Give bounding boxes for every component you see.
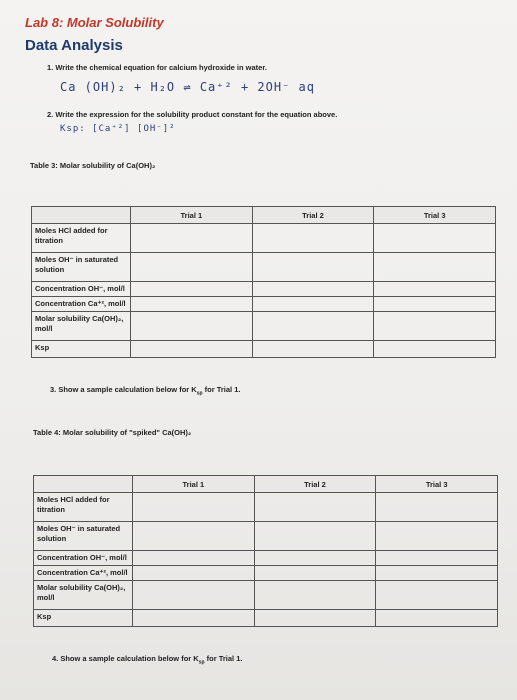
table-cell[interactable]	[131, 282, 253, 297]
table-cell[interactable]	[374, 341, 496, 358]
table-cell[interactable]	[376, 581, 498, 610]
lab-title: Lab 8: Molar Solubility	[25, 15, 164, 30]
question-2-handwritten-answer: Ksp: [Ca⁺²] [OH⁻]²	[60, 124, 176, 134]
table-4	[33, 475, 498, 627]
question-3-prefix: 3. Show a sample calculation below for K	[50, 385, 197, 394]
question-1: 1. Write the chemical equation for calcium hydroxide in water.	[47, 63, 267, 72]
table-row	[34, 610, 498, 627]
table-cell[interactable]	[252, 224, 374, 253]
table-cell[interactable]	[254, 493, 376, 522]
table-cell[interactable]	[252, 312, 374, 341]
table-cell[interactable]	[131, 341, 253, 358]
table-cell[interactable]	[376, 522, 498, 551]
row-label: Moles HCl added for titration	[32, 224, 131, 253]
table-cell[interactable]	[252, 341, 374, 358]
table-cell[interactable]	[131, 297, 253, 312]
table-cell[interactable]	[133, 566, 255, 581]
question-1-handwritten-answer: Ca (OH)₂ + H₂O ⇌ Ca⁺² + 2OH⁻ aq	[60, 80, 315, 94]
row-label: Concentration Ca⁺², mol/l	[34, 566, 133, 581]
table-4-header-blank	[34, 476, 133, 493]
row-label: Ksp	[34, 610, 133, 627]
row-label: Molar solubility Ca(OH)₂, mol/l	[34, 581, 133, 610]
table-row	[34, 522, 498, 551]
table-cell[interactable]	[131, 253, 253, 282]
table-cell[interactable]	[254, 581, 376, 610]
table-3-header-row	[32, 207, 496, 224]
question-3-sub: sp	[196, 390, 203, 397]
section-title: Data Analysis	[25, 37, 123, 54]
question-4-suffix: for Trial 1.	[204, 654, 243, 663]
row-label: Moles OH⁻ in saturated solution	[32, 253, 131, 282]
table-cell[interactable]	[374, 253, 496, 282]
table-4-header-trial-3: Trial 3	[376, 476, 498, 493]
row-label: Ksp	[32, 341, 131, 358]
row-label: Concentration OH⁻, mol/l	[32, 282, 131, 297]
table-row	[32, 224, 496, 253]
table-row	[32, 312, 496, 341]
row-label: Concentration Ca⁺², mol/l	[32, 297, 131, 312]
question-4	[52, 654, 242, 666]
table-cell[interactable]	[133, 522, 255, 551]
table-cell[interactable]	[133, 493, 255, 522]
table-3	[31, 206, 496, 358]
table-row	[34, 551, 498, 566]
table-3-header-trial-2: Trial 2	[252, 207, 374, 224]
table-cell[interactable]	[252, 282, 374, 297]
table-row	[32, 297, 496, 312]
table-row	[34, 566, 498, 581]
table-cell[interactable]	[252, 297, 374, 312]
table-3-header-trial-1: Trial 1	[131, 207, 253, 224]
table-cell[interactable]	[254, 522, 376, 551]
table-cell[interactable]	[374, 297, 496, 312]
table-4-header-trial-2: Trial 2	[254, 476, 376, 493]
table-cell[interactable]	[133, 581, 255, 610]
table-cell[interactable]	[376, 493, 498, 522]
table-cell[interactable]	[374, 282, 496, 297]
table-cell[interactable]	[374, 224, 496, 253]
table-3-header-trial-3: Trial 3	[374, 207, 496, 224]
table-4-header-trial-1: Trial 1	[133, 476, 255, 493]
row-label: Moles OH⁻ in saturated solution	[34, 522, 133, 551]
question-2: 2. Write the expression for the solubility product constant for the equation above.	[47, 110, 338, 119]
table-cell[interactable]	[374, 312, 496, 341]
table-cell[interactable]	[376, 551, 498, 566]
table-cell[interactable]	[131, 224, 253, 253]
table-4-header-row	[34, 476, 498, 493]
table-3-caption: Table 3: Molar solubility of Ca(OH)₂	[30, 161, 156, 170]
table-row	[32, 282, 496, 297]
row-label: Concentration OH⁻, mol/l	[34, 551, 133, 566]
table-cell[interactable]	[133, 610, 255, 627]
table-row	[32, 253, 496, 282]
question-4-sub: sp	[198, 659, 205, 666]
row-label: Moles HCl added for titration	[34, 493, 133, 522]
question-3-suffix: for Trial 1.	[202, 385, 241, 394]
row-label: Molar solubility Ca(OH)₂, mol/l	[32, 312, 131, 341]
table-row	[34, 581, 498, 610]
table-row	[32, 341, 496, 358]
table-cell[interactable]	[376, 566, 498, 581]
table-cell[interactable]	[131, 312, 253, 341]
table-4-caption: Table 4: Molar solubility of "spiked" Ca(OH)₂	[33, 428, 192, 437]
table-cell[interactable]	[252, 253, 374, 282]
table-cell[interactable]	[376, 610, 498, 627]
question-4-prefix: 4. Show a sample calculation below for K	[52, 654, 199, 663]
table-cell[interactable]	[254, 610, 376, 627]
table-3-header-blank	[32, 207, 131, 224]
table-row	[34, 493, 498, 522]
table-cell[interactable]	[254, 551, 376, 566]
table-cell[interactable]	[133, 551, 255, 566]
table-cell[interactable]	[254, 566, 376, 581]
question-3	[50, 385, 240, 397]
